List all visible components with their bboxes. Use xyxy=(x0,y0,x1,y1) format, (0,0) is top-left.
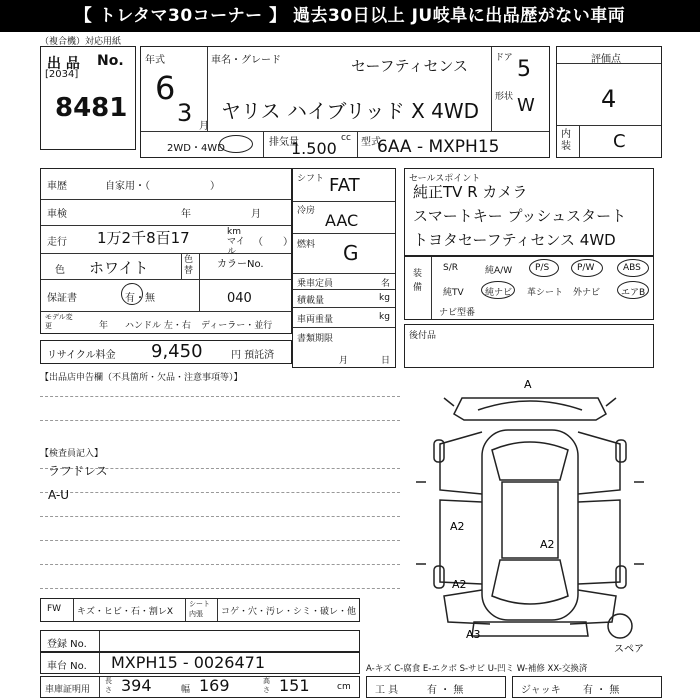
equip-circle xyxy=(617,281,649,299)
equip-item: ABS xyxy=(623,263,641,273)
model-change-year: 年 xyxy=(99,321,109,331)
mark-center: A2 xyxy=(540,538,555,551)
sales-point-line: スマートキー プッシュスタート xyxy=(413,207,627,225)
interior-value: C xyxy=(613,131,626,152)
lot-box xyxy=(40,46,136,150)
color-change-label: 色替 xyxy=(184,255,194,276)
model-label: 型式 xyxy=(361,137,381,148)
mileage-value: 1万2千8百17 xyxy=(97,229,190,247)
equip-item: S/R xyxy=(443,263,458,273)
mark-rear-left: A2 xyxy=(452,578,467,591)
door-value: 5 xyxy=(517,57,531,82)
warranty-circle xyxy=(121,283,143,305)
mileage-paren: （ ） xyxy=(253,237,293,248)
checker-note: A-U xyxy=(48,488,70,502)
mark-top: A xyxy=(524,378,532,391)
spare-label: スペア xyxy=(614,644,644,655)
navi-model-label: ナビ型番 xyxy=(439,308,476,318)
chassis-value: MXPH15 - 0026471 xyxy=(111,653,266,672)
cert-label: 車庫証明用 xyxy=(45,685,91,695)
cert-cm: cm xyxy=(337,682,351,692)
weight-label: 車両重量 xyxy=(297,315,334,325)
recycle-label: リサイクル料金 xyxy=(47,350,116,361)
cert-len-label: 長さ xyxy=(105,677,112,694)
lot-number: 8481 xyxy=(55,93,128,123)
tools-label: 工 具 xyxy=(375,685,399,696)
cert-len-value: 394 xyxy=(121,676,152,695)
door-label: ドア xyxy=(495,53,513,63)
registration-row xyxy=(40,630,360,652)
car-damage-diagram xyxy=(400,370,660,660)
docs-day: 日 xyxy=(381,356,391,366)
equip-item: 外ナビ xyxy=(573,288,601,298)
equip-item: P/S xyxy=(535,263,550,273)
docs-month: 月 xyxy=(339,356,349,366)
vehicle-info-grid xyxy=(140,46,550,158)
displacement-label: 排気量 xyxy=(269,137,299,148)
drive-circle xyxy=(219,135,253,153)
jack-value: 有 ・ 無 xyxy=(583,685,620,696)
interior-label: 内装 xyxy=(561,129,571,152)
load-unit: kg xyxy=(379,293,390,303)
recycle-value: 9,450 xyxy=(151,341,203,362)
fuel-value: G xyxy=(343,241,359,265)
chassis-label: 車台 No. xyxy=(47,661,87,672)
warranty-label: 保証書 xyxy=(47,293,77,304)
year-value: 6 xyxy=(155,69,176,107)
recycle-box xyxy=(40,340,292,364)
shape-value: W xyxy=(517,95,535,116)
cc-unit: cc xyxy=(341,133,351,143)
recycle-unit: 円 預託済 xyxy=(231,350,275,361)
jack-label: ジャッキ xyxy=(521,685,561,696)
sheet-label: シート 内張 xyxy=(189,600,210,618)
capacity-unit: 名 xyxy=(381,279,391,289)
sales-point-line: 純正TV R カメラ xyxy=(413,183,528,201)
checker-note: ラフドレス xyxy=(48,464,108,478)
car-name-label: 車名・グレード xyxy=(211,55,281,66)
fuel-label: 燃料 xyxy=(297,240,316,250)
aircon-value: AAC xyxy=(325,211,359,230)
sales-point-box xyxy=(404,168,654,256)
sheet-options: コゲ・穴・汚レ・シミ・破レ・他 xyxy=(221,607,357,617)
drive-label: 2WD・4WD xyxy=(167,143,225,154)
equipment-box xyxy=(404,256,654,320)
fw-options: キズ・ヒビ・石・割レX xyxy=(77,607,173,617)
damage-legend: A-キズ C-腐食 E-エクボ S-サビ U-凹ミ W-補修 XX-交換済 xyxy=(366,664,588,674)
cert-height-label: 高さ xyxy=(263,677,270,694)
month-value: 3 xyxy=(177,99,193,127)
fw-label: FW xyxy=(47,604,62,614)
mark-bottom: A3 xyxy=(466,628,481,641)
equip-circle xyxy=(481,281,515,299)
lot-label: 出 品 xyxy=(47,56,80,72)
mark-left: A2 xyxy=(450,520,465,533)
mechanics-block xyxy=(292,168,396,368)
lot-no-label: No. xyxy=(97,53,124,69)
equip-item: P/W xyxy=(577,263,595,273)
sales-point-label: セールスポイント xyxy=(409,174,481,184)
tools-box xyxy=(366,676,506,698)
registration-label: 登録 No. xyxy=(47,639,87,650)
mileage-label: 走行 xyxy=(47,237,67,248)
retrofit-box xyxy=(404,324,654,368)
tools-value: 有 ・ 無 xyxy=(427,685,464,696)
color-code-value: 040 xyxy=(227,291,252,306)
history-value: 自家用・（ ） xyxy=(105,181,220,192)
capacity-label: 乗車定員 xyxy=(297,279,334,289)
color-code-label: カラーNo. xyxy=(217,259,264,270)
sales-point-line: トヨタセーフティセンス 4WD xyxy=(413,231,616,249)
aircon-label: 冷房 xyxy=(297,206,316,216)
color-label: 色 xyxy=(55,265,65,276)
inspection-year: 年 xyxy=(181,209,191,220)
shape-label: 形状 xyxy=(495,92,514,102)
shift-value: FAT xyxy=(329,175,360,196)
cert-width-label: 幅 xyxy=(181,685,191,695)
dealer-label: ディーラー・並行 xyxy=(201,321,273,331)
weight-unit: kg xyxy=(379,312,390,322)
color-value: ホワイト xyxy=(89,259,149,277)
checker-title: 【検査員記入】 xyxy=(40,449,104,459)
model-value: 6AA - MXPH15 xyxy=(377,137,500,157)
car-name: ヤリス ハイブリッド X 4WD xyxy=(221,99,480,123)
cert-height-value: 151 xyxy=(279,676,310,695)
month-label: 月 xyxy=(199,121,209,132)
fw-row xyxy=(40,598,360,622)
cert-width-value: 169 xyxy=(199,676,230,695)
equip-item: 純A/W xyxy=(485,266,513,276)
equip-item: 純ナビ xyxy=(485,288,513,298)
displacement-value: 1.500 xyxy=(291,139,337,158)
inspection-month: 月 xyxy=(251,209,261,220)
rating-box xyxy=(556,46,662,158)
equip-circle xyxy=(617,259,649,277)
banner: 【 トレタマ30コーナー 】 過去30日以上 JU岐阜に出品歴がない車両 xyxy=(0,0,700,32)
warranty-value: 有・無 xyxy=(125,293,155,304)
chassis-row xyxy=(40,652,360,674)
equipment-label: 装備 xyxy=(413,269,423,293)
jack-box xyxy=(512,676,662,698)
details-block xyxy=(40,168,292,334)
equip-circle xyxy=(571,259,603,277)
shift-label: シフト xyxy=(297,174,325,184)
paper-note: （複合機）対応用紙 xyxy=(40,37,122,47)
mileage-units: km マイル xyxy=(227,227,245,257)
equip-item: 純TV xyxy=(443,288,464,298)
grade-note: セーフティセンス xyxy=(351,57,469,75)
rating-value: 4 xyxy=(601,85,617,113)
equip-circle xyxy=(529,259,559,277)
rating-label: 評価点 xyxy=(591,54,621,65)
model-change-label: モデル変更 xyxy=(45,313,73,330)
inspection-label: 車検 xyxy=(47,209,67,220)
docs-label: 書類期限 xyxy=(297,334,334,344)
garage-cert-row xyxy=(40,676,360,698)
handle-label: ハンドル 左・右 xyxy=(125,321,191,331)
lot-code: [2034] xyxy=(45,69,79,80)
year-label: 年式 xyxy=(145,55,165,66)
load-label: 積載量 xyxy=(297,296,325,306)
equip-item: エアB xyxy=(621,288,646,298)
report-title: 【出品店申告欄（不具箇所・欠品・注意事項等）】 xyxy=(40,373,243,383)
retrofit-label: 後付品 xyxy=(409,331,437,341)
history-label: 車歴 xyxy=(47,181,67,192)
equip-item: 革シート xyxy=(527,288,564,298)
